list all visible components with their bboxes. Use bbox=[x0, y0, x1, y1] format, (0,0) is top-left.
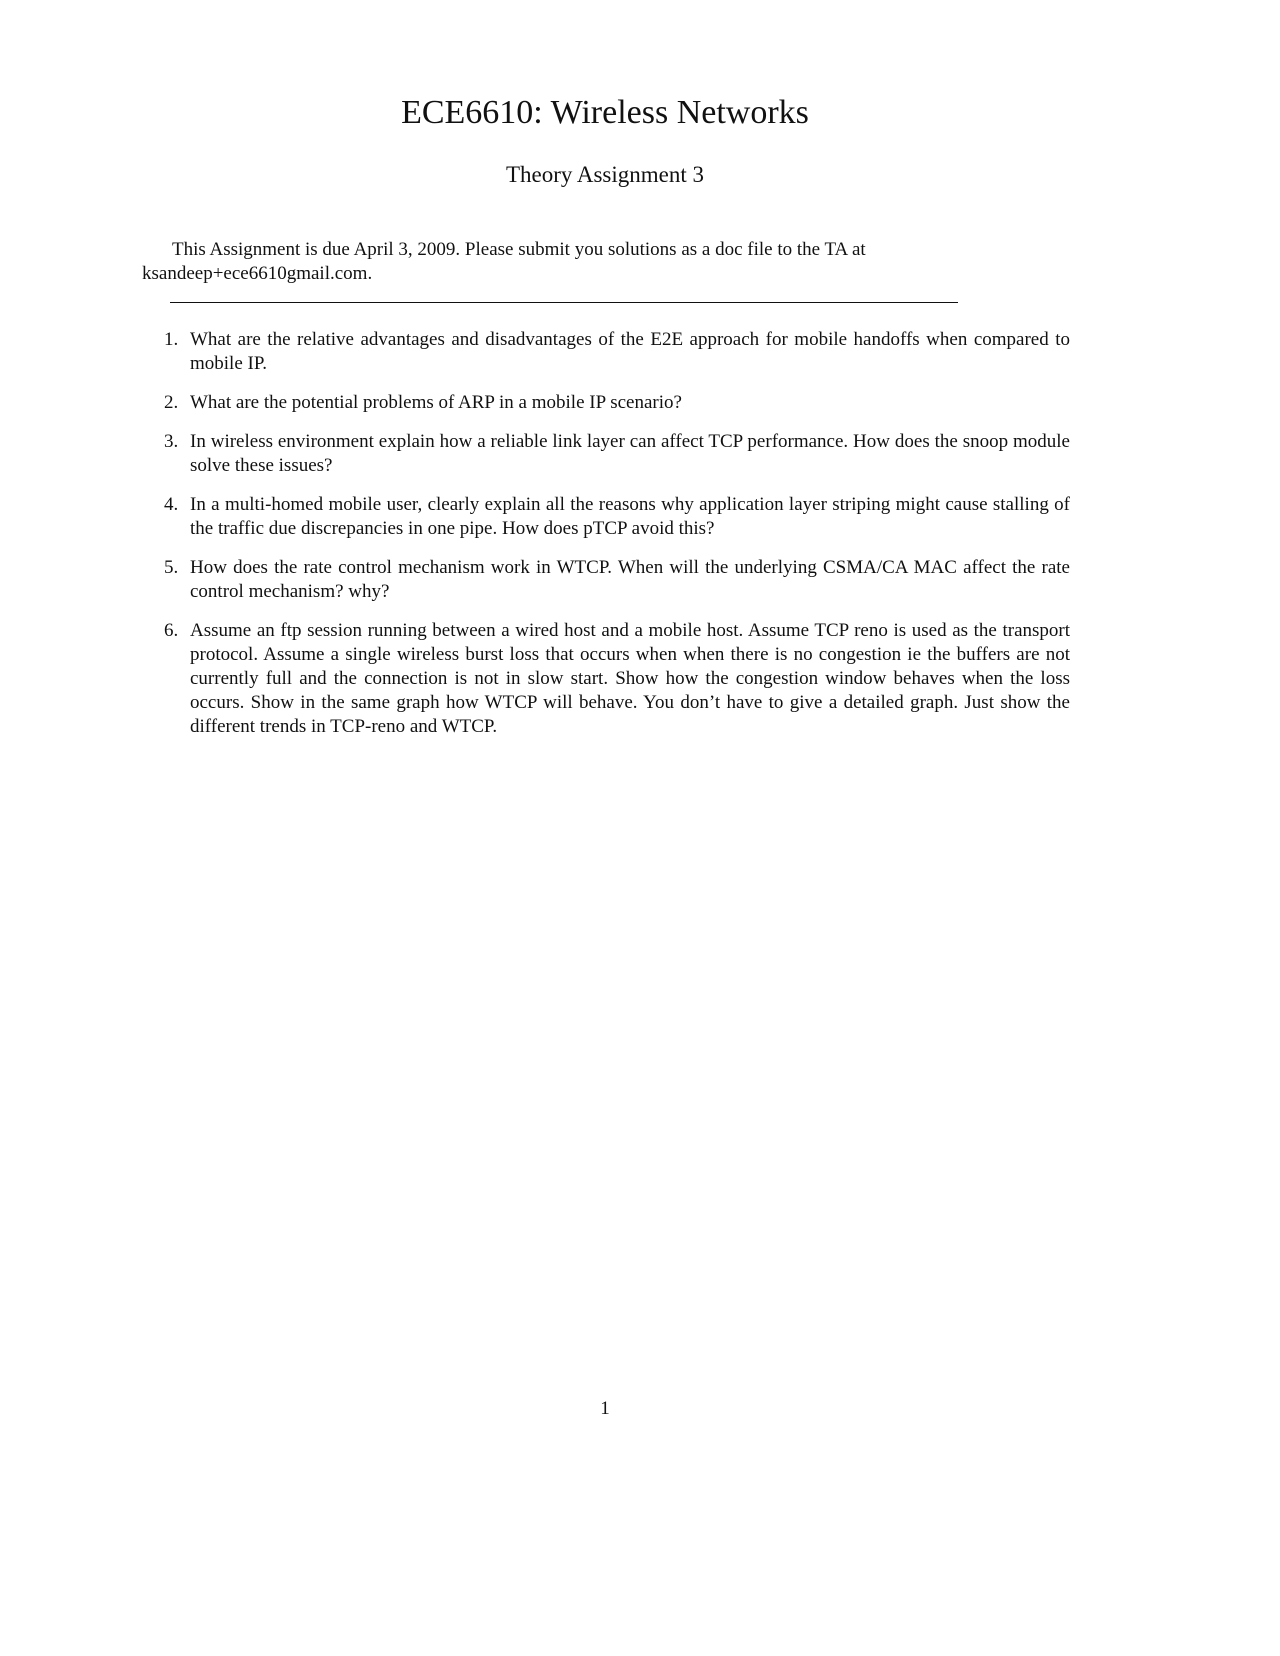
item-text: How does the rate control mechanism work in WTCP. When will the underlying CSMA/CA MAC affect the rate control mechanism? why? bbox=[190, 557, 1070, 602]
list-item bbox=[160, 391, 1070, 415]
item-number: 5. bbox=[164, 557, 179, 578]
list-item bbox=[160, 556, 1070, 604]
item-number: 1. bbox=[164, 329, 179, 350]
item-number: 4. bbox=[164, 494, 179, 515]
page-number: 1 bbox=[600, 1398, 610, 1419]
item-text: Assume an ftp session running between a wired host and a mobile host. Assume TCP reno is used as the transport protocol. Assume a single wireless burst loss that occurs when when there is no congestion ie the buffers are not currently full and the connection is not in slow start. Show how the congestion window behaves when the loss occurs. Show in the same graph how WTCP will behave. You don’t have to give a detailed graph. Just show the different trends in TCP-reno and WTCP. bbox=[190, 620, 1070, 737]
item-number: 2. bbox=[164, 392, 179, 413]
horizontal-rule bbox=[170, 302, 958, 303]
question-list bbox=[160, 328, 1070, 754]
item-text: In wireless environment explain how a reliable link layer can affect TCP performance. How does the snoop module solve these issues? bbox=[190, 431, 1070, 476]
item-number: 3. bbox=[164, 431, 179, 452]
intro-paragraph: This Assignment is due April 3, 2009. Please submit you solutions as a doc file to the TA at ksandeep+ece6610gmail.com. bbox=[142, 239, 866, 284]
document-title: ECE6610: Wireless Networks bbox=[401, 94, 809, 131]
list-item bbox=[160, 619, 1070, 739]
list-item bbox=[160, 328, 1070, 376]
list-item bbox=[160, 430, 1070, 478]
item-text: In a multi-homed mobile user, clearly explain all the reasons why application layer striping might cause stalling of the traffic due discrepancies in one pipe. How does pTCP avoid this? bbox=[190, 494, 1070, 539]
item-number: 6. bbox=[164, 620, 179, 641]
list-item bbox=[160, 493, 1070, 541]
item-text: What are the potential problems of ARP in a mobile IP scenario? bbox=[190, 392, 682, 413]
document-subtitle: Theory Assignment 3 bbox=[505, 162, 705, 187]
item-text: What are the relative advantages and disadvantages of the E2E approach for mobile handoffs when compared to mobile IP. bbox=[190, 329, 1070, 374]
